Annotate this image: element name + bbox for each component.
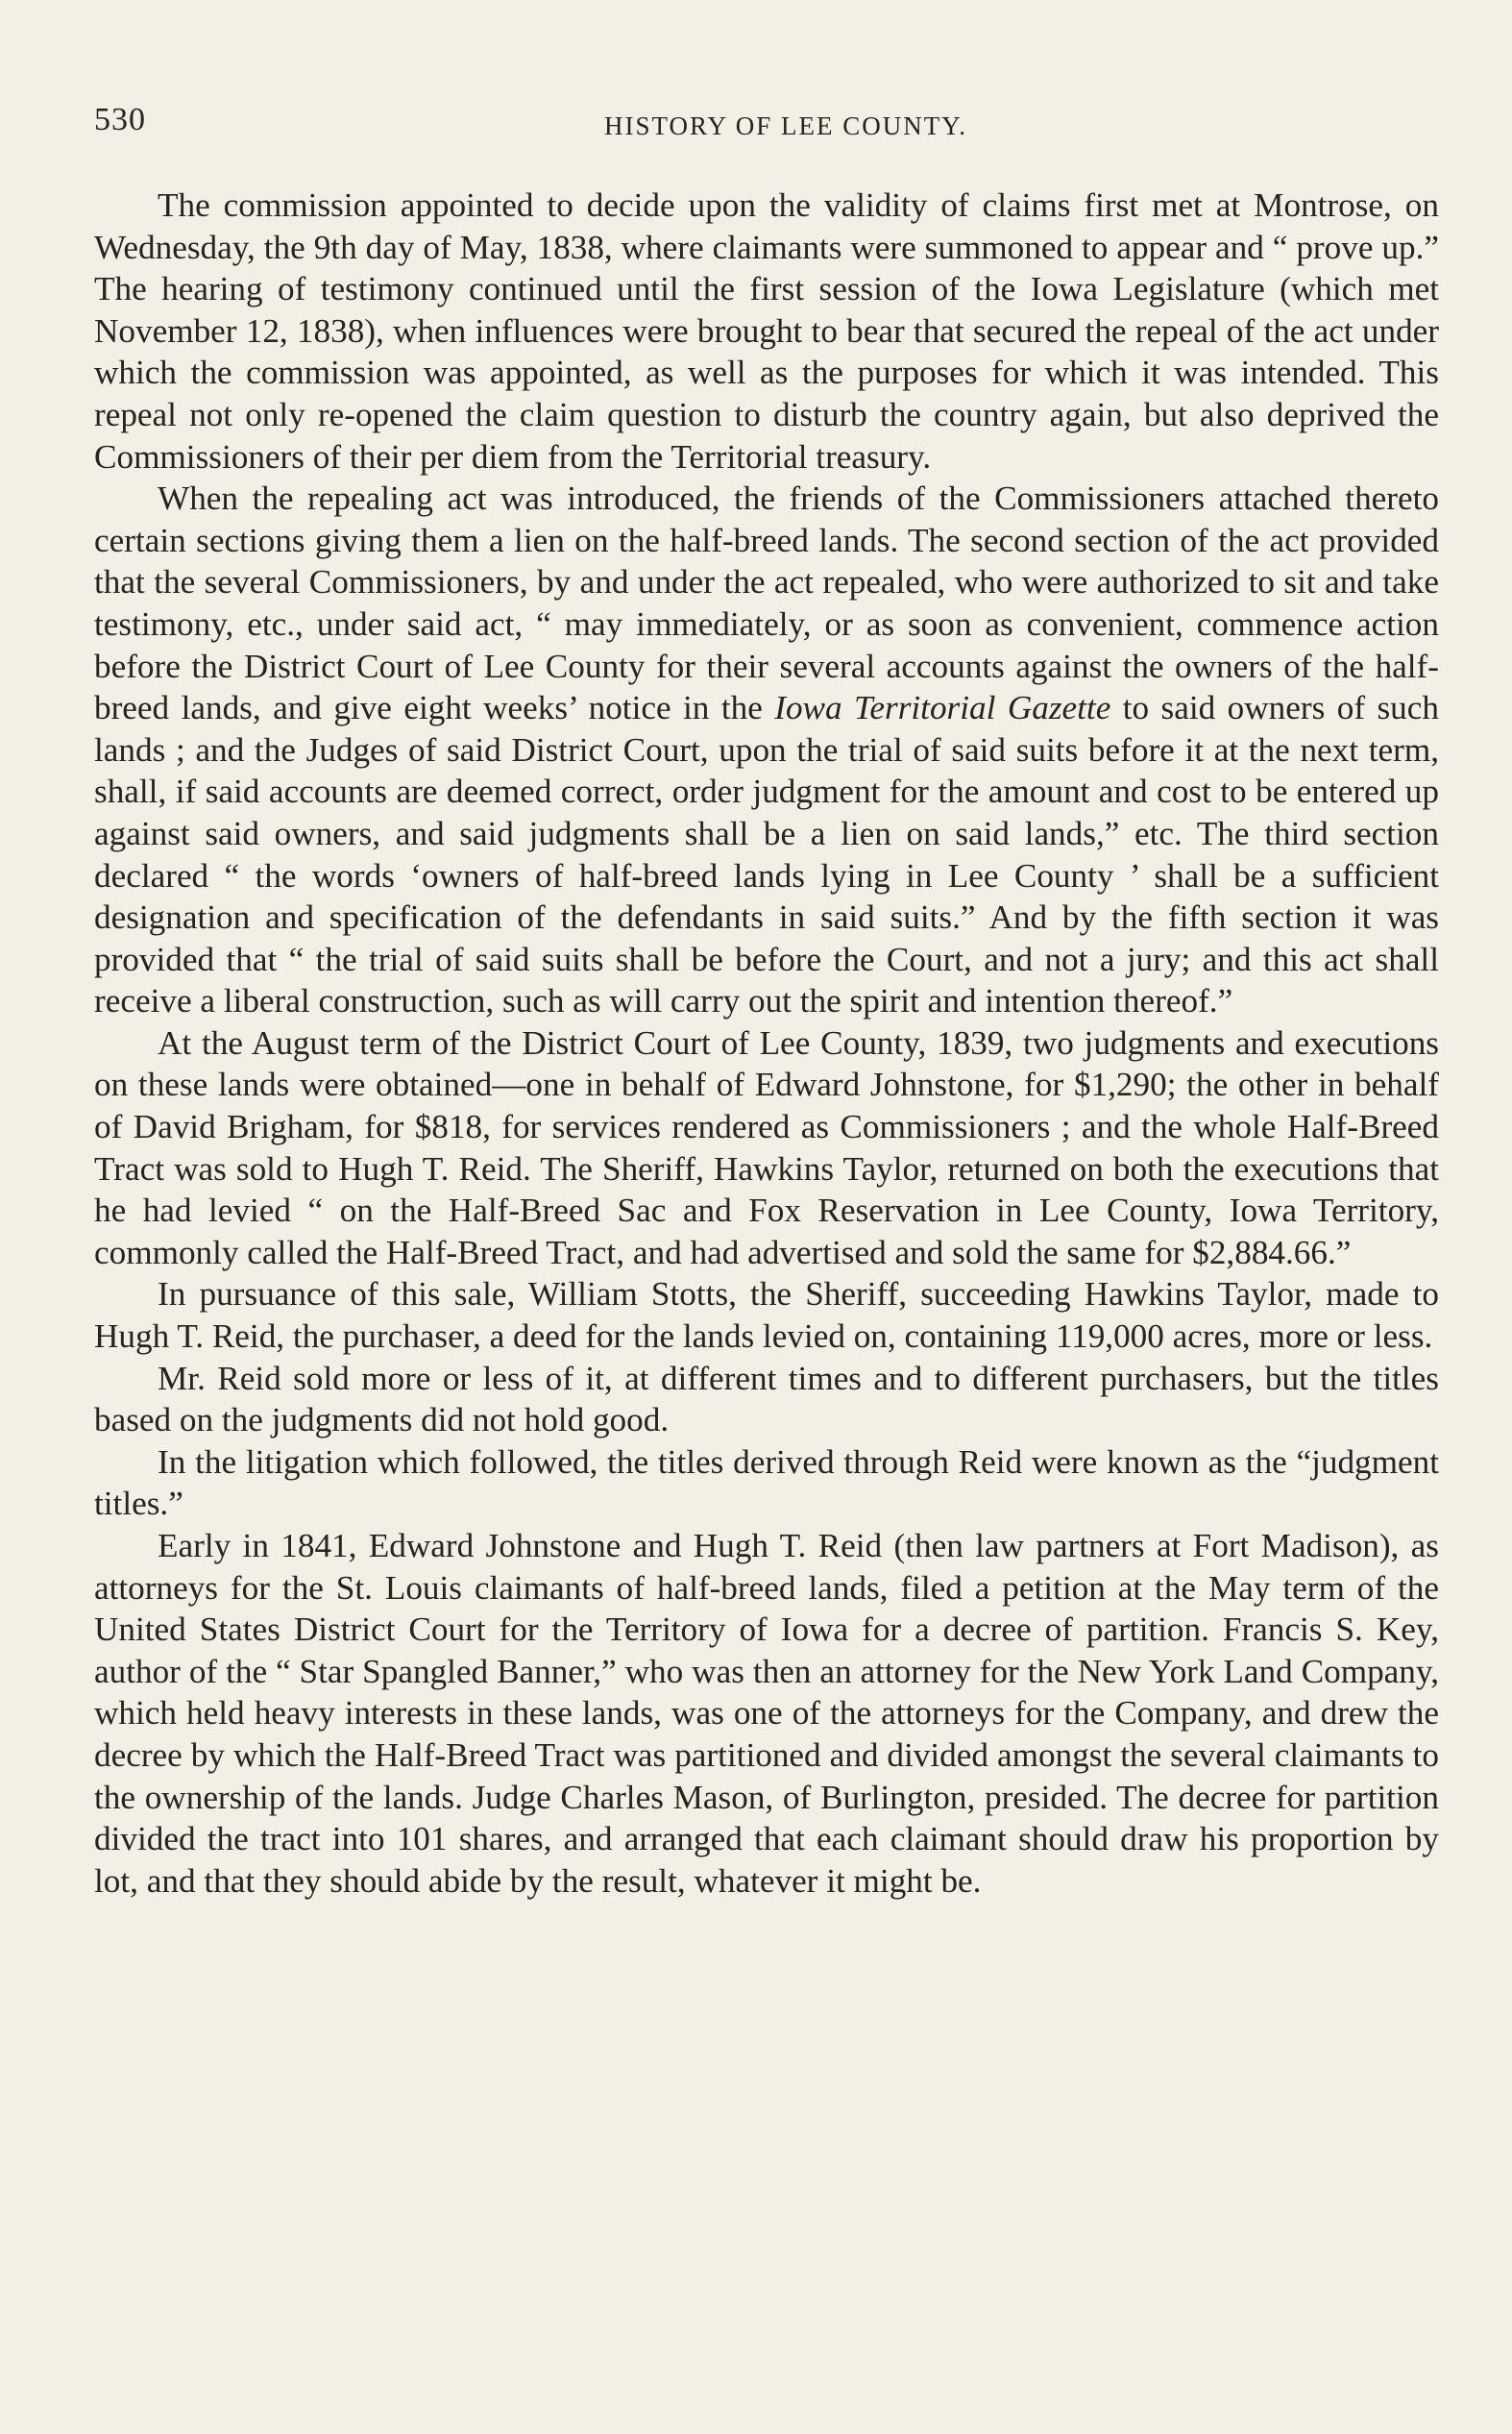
page-header xyxy=(94,102,1439,160)
paragraph-3: At the August term of the District Court of Lee County, 1839, two judgments and executions on these lands were obtained—one in behalf of Edward Johnstone, for $1,290; the other in behalf of David Brigham, for $818, for services rendered as Commissioners ; and the whole Half-Breed Tract was sold to Hugh T. Reid. The Sheriff, Hawkins Taylor, returned on both the executions that he had levied “ on the Half-Breed Sac and Fox Reservation in Lee County, Iowa Territory, commonly called the Half-Breed Tract, and had advertised and sold the same for $2,884.66.” xyxy=(94,1023,1439,1271)
page-number: 530 xyxy=(94,102,146,137)
paragraph-6: In the litigation which followed, the titles derived through Reid were known as the “judgment titles.” xyxy=(94,1442,1439,1523)
paragraph-2-part-2: to said owners of such lands ; and the Judges of said District Court, upon the trial of said suits before it at the next term, shall, if said accounts are deemed correct, order judgment for the amount and cost to be entered up against said owners, and said judgments shall be a lien on said lands,” etc. The third section declared “ the words ‘owners of half-breed lands lying in Lee County ’ shall be a sufficient designation and specification of the defendants in said suits.” And by the fifth section it was provided that “ the trial of said suits shall be before the Court, and not a jury; and this act shall receive a liberal construction, such as will carry out the spirit and intention thereof.” xyxy=(94,689,1439,1020)
paragraph-7: Early in 1841, Edward Johnstone and Hugh T. Reid (then law partners at Fort Madison), as attorneys for the St. Louis claimants of half-breed lands, filed a petition at the May term of the United States District Court for the Territory of Iowa for a decree of partition. Francis S. Key, author of the “ Star Spangled Banner,” who was then an attorney for the New York Land Company, which held heavy interests in these lands, was one of the attorneys for the Company, and drew the decree by which the Half-Breed Tract was partitioned and divided amongst the several claimants to the ownership of the lands. Judge Charles Mason, of Burlington, presided. The decree for partition divided the tract into 101 shares, and arranged that each claimant should draw his proportion by lot, and that they should abide by the result, whatever it might be. xyxy=(94,1527,1439,1900)
paragraph-2-part-1: When the repealing act was introduced, the friends of the Commissioners attached thereto certain sections giving them a lien on the half-breed lands. The second section of the act provided that the several Commissioners, by and under the act repealed, who were authorized to sit and take testimony, etc., under said act, “ may immediately, or as soon as convenient, commence action before the District Court of Lee County for their several accounts against the owners of the half-breed lands, and give eight weeks’ notice in the xyxy=(94,479,1439,727)
body-text xyxy=(94,184,1439,1902)
paragraph-1: The commission appointed to decide upon the validity of claims first met at Montrose, on Wednesday, the 9th day of May, 1838, where claimants were summoned to appear and “ prove up.” The hearing of testimony continued until the first session of the Iowa Legislature (which met November 12, 1838), when influences were brought to bear that secured the repeal of the act under which the commission was appointed, as well as the purposes for which it was intended. This repeal not only re-opened the claim question to disturb the country again, but also deprived the Commissioners of their per diem from the Territorial treasury. xyxy=(94,186,1439,476)
gazette-title: Iowa Territorial Gazette xyxy=(774,689,1111,727)
paragraph-2 xyxy=(94,478,1439,1022)
paragraph-5: Mr. Reid sold more or less of it, at different times and to different purchasers, but the titles based on the judgments did not hold good. xyxy=(94,1359,1439,1439)
running-head: HISTORY OF LEE COUNTY. xyxy=(603,111,968,140)
paragraph-4: In pursuance of this sale, William Stotts, the Sheriff, succeeding Hawkins Taylor, made to Hugh T. Reid, the purchaser, a deed for the lands levied on, containing 119,000 acres, more or less. xyxy=(94,1275,1439,1356)
